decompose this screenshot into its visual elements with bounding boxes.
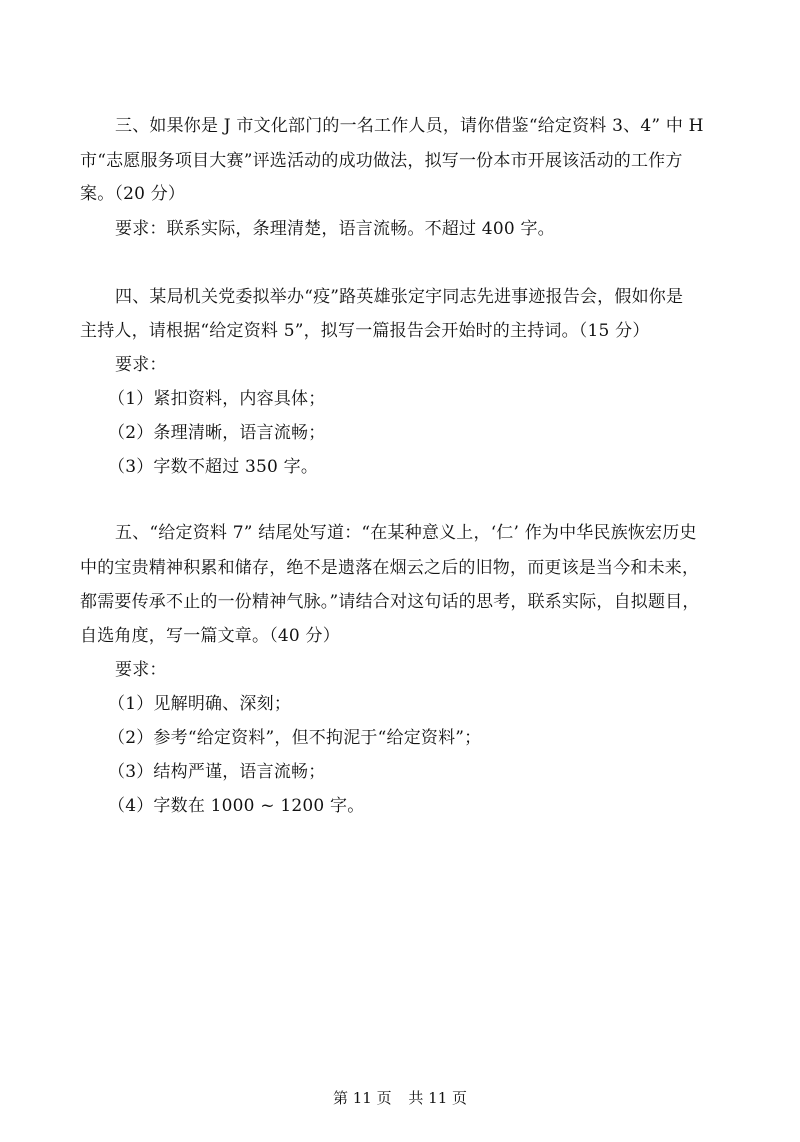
q5-line-4: 自选角度，写一篇文章。（40 分）	[80, 626, 340, 646]
q5-line-1: 五、“给定资料 7” 结尾处写道：“在某种意义上，‘仁’ 作为中华民族恢宏历史	[115, 523, 697, 543]
page-footer	[0, 1088, 800, 1108]
q5-requirement-item: （3）结构严谨，语言流畅；	[108, 762, 326, 782]
q3-line-3: 案。（20 分）	[80, 184, 186, 204]
q4-requirement-item: （1）紧扣资料，内容具体；	[108, 389, 326, 409]
q5-requirement-title: 要求：	[115, 660, 167, 680]
q5-requirement-item: （4）字数在 1000 ~ 1200 字。	[108, 796, 365, 816]
q3-line-1: 三、如果你是 J 市文化部门的一名工作人员，请你借鉴“给定资料 3、4” 中 H	[115, 116, 704, 136]
q3-requirement: 要求：联系实际，条理清楚，语言流畅。不超过 400 字。	[115, 219, 555, 239]
q5-line-3: 都需要传承不止的一份精神气脉。”请结合对这句话的思考，联系实际，自拟题目，	[80, 592, 700, 612]
q5-line-2: 中的宝贵精神积累和储存，绝不是遗落在烟云之后的旧物，而更该是当今和未来，	[80, 558, 700, 578]
q4-line-1: 四、某局机关党委拟举办“疫”路英雄张定宇同志先进事迹报告会，假如你是	[115, 287, 684, 307]
q4-requirement-title: 要求：	[115, 355, 167, 375]
q5-requirement-item: （2）参考“给定资料”，但不拘泥于“给定资料”；	[108, 728, 482, 748]
q5-requirement-item: （1）见解明确、深刻；	[108, 694, 292, 714]
q4-line-2: 主持人，请根据“给定资料 5”，拟写一篇报告会开始时的主持词。（15 分）	[80, 321, 650, 341]
q3-line-2: 市“志愿服务项目大赛”评选活动的成功做法，拟写一份本市开展该活动的工作方	[80, 151, 683, 171]
page-total: 共 11 页	[408, 1089, 468, 1107]
q4-requirement-item: （2）条理清晰，语言流畅；	[108, 423, 326, 443]
q4-requirement-item: （3）字数不超过 350 字。	[108, 457, 319, 477]
page-number: 第 11 页	[332, 1089, 392, 1107]
